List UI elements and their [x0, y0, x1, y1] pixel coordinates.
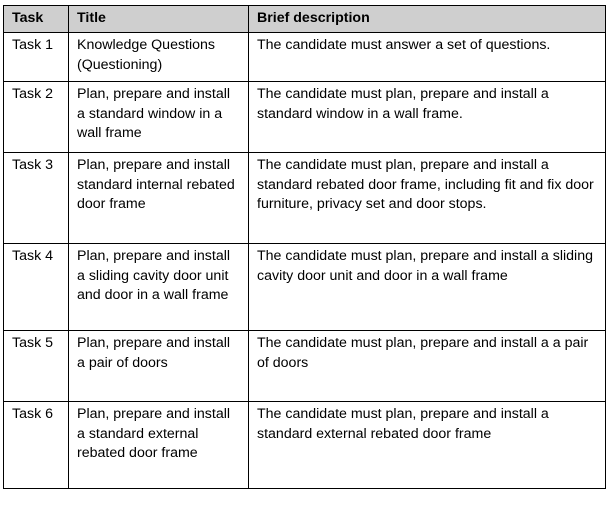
title-cell: Knowledge Questions (Questioning) [69, 33, 249, 82]
task-table [3, 5, 606, 489]
title-cell: Plan, prepare and install standard internal rebated door frame [69, 153, 249, 244]
table-row [4, 153, 606, 244]
task-cell: Task 2 [4, 82, 69, 153]
description-cell: The candidate must plan, prepare and install a a pair of doors [249, 331, 606, 402]
task-cell: Task 6 [4, 402, 69, 489]
header-title: Title [69, 6, 249, 33]
title-cell: Plan, prepare and install a standard external rebated door frame [69, 402, 249, 489]
table-row [4, 82, 606, 153]
header-task: Task [4, 6, 69, 33]
description-cell: The candidate must plan, prepare and install a sliding cavity door unit and door in a wall frame [249, 244, 606, 331]
task-cell: Task 3 [4, 153, 69, 244]
description-cell: The candidate must plan, prepare and install a standard external rebated door frame [249, 402, 606, 489]
table-row [4, 244, 606, 331]
table-row [4, 331, 606, 402]
title-cell: Plan, prepare and install a sliding cavity door unit and door in a wall frame [69, 244, 249, 331]
description-cell: The candidate must plan, prepare and install a standard window in a wall frame. [249, 82, 606, 153]
task-cell: Task 1 [4, 33, 69, 82]
table-row [4, 33, 606, 82]
table-row [4, 402, 606, 489]
table-header-row [4, 6, 606, 33]
header-description: Brief description [249, 6, 606, 33]
task-cell: Task 4 [4, 244, 69, 331]
task-cell: Task 5 [4, 331, 69, 402]
title-cell: Plan, prepare and install a standard window in a wall frame [69, 82, 249, 153]
description-cell: The candidate must plan, prepare and install a standard rebated door frame, including fit and fix door furniture, privacy set and door stops. [249, 153, 606, 244]
title-cell: Plan, prepare and install a pair of doors [69, 331, 249, 402]
description-cell: The candidate must answer a set of questions. [249, 33, 606, 82]
